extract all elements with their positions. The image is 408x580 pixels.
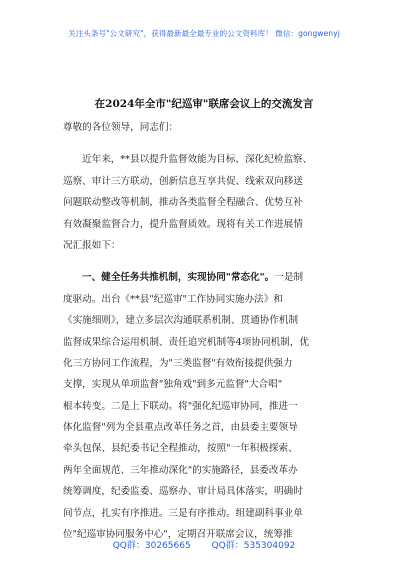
salutation: 尊敬的各位领导，同志们： [63, 122, 179, 133]
section-heading-tail: 一是制 [274, 272, 304, 284]
paragraph-line: 近年来，**县以提升监督效能为目标，深化纪检监察、 [82, 154, 313, 166]
qq-group-1: QQ群：30265665 [112, 541, 191, 551]
paragraph-line: 监督成果综合运用机制、责任追究机制等4项协同机制，优 [63, 336, 309, 348]
section-heading-line [63, 267, 353, 288]
paragraph-line: 统筹调度，纪委监委、巡察办、审计局具体落实，明确时 [63, 486, 303, 498]
paragraph-line: 牵头包保、县纪委书记全程推动，按照"一年积极探索、 [63, 443, 298, 455]
paragraph-line: 间节点，扎实有序推进。三是有序推动。组建副科事业单 [63, 507, 303, 519]
paragraph-line: 巡察、审计三方联动，创新信息互享共促、线索双向移送 [63, 175, 303, 187]
paragraph-line: 两年全面规范、三年推动深化"的实施路径，县委改革办 [63, 464, 298, 476]
paragraph-line: 况汇报如下： [63, 239, 121, 251]
paragraph-line: 体化监督"列为全县重点改革任务之首，由县委主要领导 [63, 422, 298, 434]
paragraph-line: 问题联动整改等机制，推动各类监督全程融合、优势互补 [63, 197, 303, 209]
header-banner: 关注头条号"公文研究"，获得最新最全最专业的公文资料库！ 微信：gongwenyj [68, 29, 340, 38]
footer [0, 538, 408, 551]
paragraph-line: 《实施细则》，建立多层次沟通联系机制、贯通协作机制 [63, 315, 299, 327]
paragraph-line: 位"纪巡审协同服务中心"，定期召开联席会议，统筹推 [63, 529, 293, 541]
qq-group-2: QQ群：535304092 [211, 541, 296, 551]
document-body [63, 117, 353, 545]
document-title: 在2024年全市"纪巡审"联席会议上的交流发言 [94, 98, 314, 110]
paragraph-line: 度驱动。出台《**县"纪巡审"工作协同实施办法》和 [63, 293, 283, 305]
paragraph-line: 支撑，实现从单项监督"独角戏"到多元监督"大合唱" [63, 379, 283, 391]
section-heading: 一、健全任务共推机制，实现协同"常态化"。 [82, 272, 275, 284]
paragraph-line: 化三方协同工作流程，为"三类监督"有效衔接提供强力 [63, 357, 293, 369]
paragraph-line: 有效凝聚监督合力，提升监督质效。现将有关工作进展情 [63, 218, 303, 230]
paragraph-line: 根本转变。二是上下联动。将"强化纪巡审协同，推进一 [63, 400, 298, 412]
